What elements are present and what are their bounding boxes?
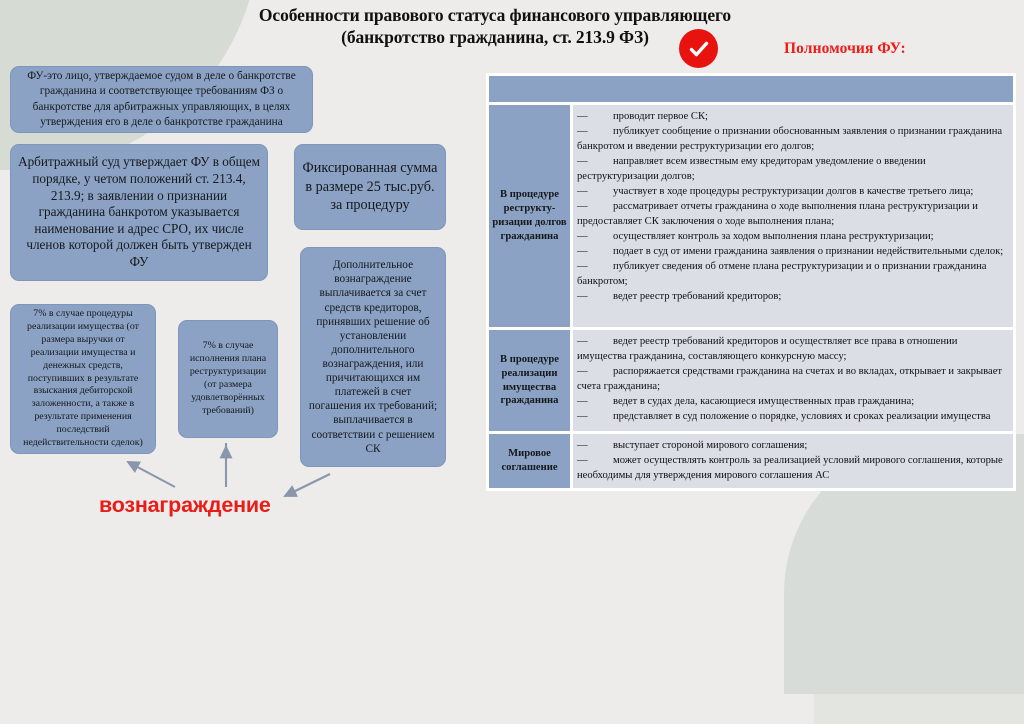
list-item: — участвует в ходе процедуры реструктуризации долгов в качестве третьего лица; bbox=[577, 186, 974, 198]
reward-label: вознаграждение bbox=[99, 493, 271, 517]
row-content-sale bbox=[573, 330, 1013, 431]
table-row bbox=[489, 105, 1013, 330]
list-item: — публикует сообщение о признании обоснованным заявления о признании гражданина банкротом и введении реструктуризации его долгов; bbox=[577, 126, 1003, 153]
row-label-sale: В процедуре реализации имущества гражданина bbox=[489, 330, 573, 431]
list-item: — распоряжается средствами гражданина на счетах и во вкладах, открывает и закрывает счета гражданина; bbox=[577, 366, 1003, 393]
list-item: — подает в суд от имени гражданина заявления о признании недействительными сделок; bbox=[577, 246, 1004, 258]
list-item: — проводит первое СК; bbox=[577, 111, 708, 122]
court-approval-box bbox=[10, 144, 268, 281]
title-line-1: Особенности правового статуса финансового управляющего bbox=[258, 5, 732, 25]
list-item: — выступает стороной мирового соглашения; bbox=[577, 440, 808, 451]
list-item: — ведет в судах дела, касающиеся имущественных прав гражданина; bbox=[577, 396, 915, 408]
table-row bbox=[489, 330, 1013, 434]
check-badge-icon bbox=[679, 29, 718, 68]
seven-percent-plan-box-text: 7% в случае исполнения плана реструктуризации (от размера удовлетворённых требований) bbox=[189, 340, 267, 416]
fixed-sum-box bbox=[294, 144, 446, 230]
list-item: — ведет реестр требований кредиторов и осуществляет все права в отношении имущества гражданина, составляющего конкурсную массу; bbox=[577, 336, 958, 363]
page-title bbox=[150, 4, 840, 49]
powers-heading: Полномочия ФУ: bbox=[784, 40, 906, 57]
arrow-to-seven-percent-sale bbox=[128, 462, 175, 487]
list-item: — может осуществлять контроль за реализацией условий мирового соглашения, которые необходимы для утверждения мирового соглашения АС bbox=[577, 455, 1003, 482]
additional-remuneration-box bbox=[300, 247, 446, 467]
powers-table-header bbox=[489, 76, 1013, 105]
arrow-from-additional-box bbox=[285, 474, 330, 496]
definition-box bbox=[10, 66, 313, 133]
seven-percent-sale-box bbox=[10, 304, 156, 454]
list-item: — направляет всем известным ему кредиторам уведомление о введении реструктуризации долгов; bbox=[577, 156, 926, 183]
list-item: — представляет в суд положение о порядке, условиях и сроках реализации имущества bbox=[577, 411, 991, 423]
list-item: — осуществляет контроль за ходом выполнения плана реструктуризации; bbox=[577, 231, 934, 243]
additional-remuneration-box-text: Дополнительное вознаграждение выплачивается за счет средств кредиторов, принявших решение об установлении дополнительного вознаграждения, или причитающихся им платежей в счет погашения их требований; выплачивается в соответствии с решением СК bbox=[308, 259, 438, 455]
table-row bbox=[489, 434, 1013, 488]
row-label-settlement: Мировое соглашение bbox=[489, 434, 573, 488]
title-line-2: (банкротство гражданина, ст. 213.9 ФЗ) bbox=[341, 27, 649, 48]
court-approval-box-text: Арбитражный суд утверждает ФУ в общем порядке, у четом положений ст. 213.4, 213.9; в заявлении о признании гражданина банкротом указывается наименование и адрес СРО, их числе членов которой должен быть утвержден ФУ bbox=[18, 154, 260, 270]
list-item: — публикует сведения об отмене плана реструктуризации и о признании гражданина банкротом; bbox=[577, 261, 987, 288]
seven-percent-plan-box bbox=[178, 320, 278, 438]
definition-box-text: ФУ-это лицо, утверждаемое судом в деле о банкротстве гражданина и соответствующее требованиям ФЗ о банкротстве для арбитражных управляющих, в целях утверждения его в деле о банкротстве гражданина bbox=[27, 70, 296, 128]
powers-table bbox=[486, 73, 1016, 491]
row-label-restructuring: В процедуре реструкту-ризации долгов гражданина bbox=[489, 105, 573, 327]
list-item: — рассматривает отчеты гражданина о ходе выполнения плана реструктуризации и предоставляет СК заключения о ходе выполнения плана; bbox=[577, 201, 978, 228]
list-item: — ведет реестр требований кредиторов; bbox=[577, 291, 782, 303]
fixed-sum-box-text: Фиксированная сумма в размере 25 тыс.руб. за процедуру bbox=[302, 160, 438, 214]
row-content-settlement bbox=[573, 434, 1013, 488]
row-content-restructuring bbox=[573, 105, 1013, 327]
seven-percent-sale-box-text: 7% в случае процедуры реализации имущества (от размера выручки от реализации имущества и денежных средств, поступивших в результате взыскания дебиторской заложенности, а также в результате применения последствий недействительности сделок) bbox=[23, 308, 143, 448]
